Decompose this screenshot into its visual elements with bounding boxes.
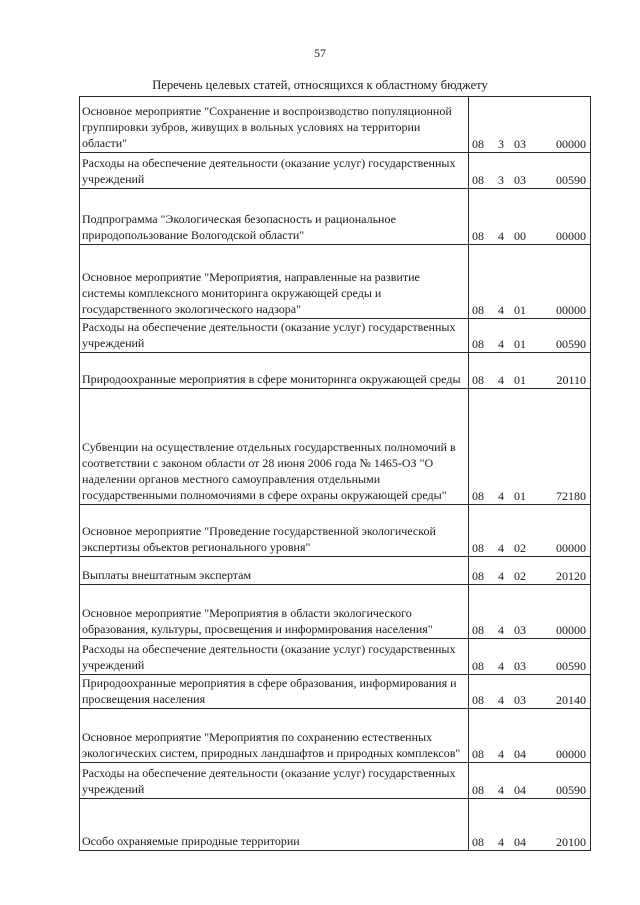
article-name-cell: Выплаты внештатным экспертам xyxy=(80,557,469,585)
article-code-group xyxy=(469,336,590,352)
article-name-cell: Подпрограмма "Экологическая безопасность и рациональное природопользование Вологодской области" xyxy=(80,189,469,245)
article-code-group xyxy=(469,372,590,388)
table-row xyxy=(80,799,591,851)
article-name-cell: Основное мероприятие "Сохранение и воспроизводство популяционной группировки зубров, живущих в вольных условиях на территории области" xyxy=(80,97,469,153)
article-code-group xyxy=(469,302,590,318)
subprogram-code: 4 xyxy=(498,569,504,583)
article-code-group xyxy=(469,568,590,584)
direction-code: 00590 xyxy=(556,337,586,351)
article-code-cell xyxy=(469,639,591,675)
document-title: Перечень целевых статей, относящихся к областному бюджету xyxy=(152,78,488,92)
article-code-cell xyxy=(469,557,591,585)
direction-code: 20100 xyxy=(556,835,586,849)
program-code: 08 xyxy=(472,659,484,673)
article-name-cell: Расходы на обеспечение деятельности (оказание услуг) государственных учреждений xyxy=(80,639,469,675)
direction-code: 20140 xyxy=(556,693,586,707)
article-code-group xyxy=(469,746,590,762)
program-code: 08 xyxy=(472,541,484,555)
article-code-cell xyxy=(469,245,591,319)
direction-code: 00000 xyxy=(556,623,586,637)
article-code-group xyxy=(469,622,590,638)
article-code-cell xyxy=(469,763,591,799)
article-name-cell: Расходы на обеспечение деятельности (оказание услуг) государственных учреждений xyxy=(80,763,469,799)
table-row xyxy=(80,763,591,799)
article-code-group xyxy=(469,488,590,504)
program-code: 08 xyxy=(472,229,484,243)
event-code: 03 xyxy=(514,137,526,151)
event-code: 01 xyxy=(514,303,526,317)
article-name-cell: Основное мероприятие "Мероприятия в области экологического образования, культуры, просвещения и информирования населения" xyxy=(80,585,469,639)
event-code: 03 xyxy=(514,659,526,673)
table-row xyxy=(80,585,591,639)
event-code: 01 xyxy=(514,373,526,387)
table-row xyxy=(80,245,591,319)
table-row xyxy=(80,389,591,505)
article-code-cell xyxy=(469,389,591,505)
article-name-cell: Основное мероприятие "Мероприятия, направленные на развитие системы комплексного мониторинга окружающей среды и государственного экологического надзора" xyxy=(80,245,469,319)
subprogram-code: 4 xyxy=(498,783,504,797)
program-code: 08 xyxy=(472,489,484,503)
article-code-cell xyxy=(469,505,591,557)
article-code-group xyxy=(469,782,590,798)
direction-code: 20120 xyxy=(556,569,586,583)
program-code: 08 xyxy=(472,835,484,849)
subprogram-code: 4 xyxy=(498,541,504,555)
direction-code: 00000 xyxy=(556,303,586,317)
event-code: 01 xyxy=(514,489,526,503)
program-code: 08 xyxy=(472,137,484,151)
subprogram-code: 4 xyxy=(498,693,504,707)
program-code: 08 xyxy=(472,747,484,761)
event-code: 03 xyxy=(514,173,526,187)
table-row xyxy=(80,675,591,709)
table-row xyxy=(80,153,591,189)
event-code: 03 xyxy=(514,693,526,707)
article-code-cell xyxy=(469,189,591,245)
subprogram-code: 4 xyxy=(498,303,504,317)
subprogram-code: 3 xyxy=(498,137,504,151)
table-row xyxy=(80,319,591,353)
event-code: 03 xyxy=(514,623,526,637)
subprogram-code: 4 xyxy=(498,747,504,761)
direction-code: 00000 xyxy=(556,229,586,243)
program-code: 08 xyxy=(472,693,484,707)
article-code-cell xyxy=(469,675,591,709)
subprogram-code: 4 xyxy=(498,337,504,351)
article-name-cell: Особо охраняемые природные территории xyxy=(80,799,469,851)
article-code-group xyxy=(469,136,590,152)
table-row xyxy=(80,557,591,585)
page-number: 57 xyxy=(314,46,326,60)
table-row xyxy=(80,353,591,389)
program-code: 08 xyxy=(472,569,484,583)
article-name-cell: Основное мероприятие "Мероприятия по сохранению естественных экологических систем, природных ландшафтов и природных комплексов" xyxy=(80,709,469,763)
article-name-cell: Природоохранные мероприятия в сфере образования, информирования и просвещения населения xyxy=(80,675,469,709)
direction-code: 00000 xyxy=(556,747,586,761)
program-code: 08 xyxy=(472,303,484,317)
direction-code: 00000 xyxy=(556,137,586,151)
target-articles-table xyxy=(79,96,591,851)
subprogram-code: 4 xyxy=(498,659,504,673)
article-code-group xyxy=(469,834,590,850)
table-row xyxy=(80,639,591,675)
table-row xyxy=(80,505,591,557)
table-body xyxy=(80,97,591,851)
table-row xyxy=(80,97,591,153)
event-code: 00 xyxy=(514,229,526,243)
article-code-cell xyxy=(469,799,591,851)
program-code: 08 xyxy=(472,173,484,187)
subprogram-code: 4 xyxy=(498,229,504,243)
direction-code: 00590 xyxy=(556,659,586,673)
table-row xyxy=(80,189,591,245)
article-code-group xyxy=(469,692,590,708)
article-name-cell: Субвенции на осуществление отдельных государственных полномочий в соответствии с законом области от 28 июня 2006 года № 1465-ОЗ "О наделении органов местного самоуправления отдельными государственными полномочиями в сфере охраны окружающей среды" xyxy=(80,389,469,505)
subprogram-code: 3 xyxy=(498,173,504,187)
article-code-cell xyxy=(469,585,591,639)
event-code: 01 xyxy=(514,337,526,351)
article-code-group xyxy=(469,172,590,188)
event-code: 04 xyxy=(514,783,526,797)
article-code-group xyxy=(469,658,590,674)
article-code-cell xyxy=(469,319,591,353)
subprogram-code: 4 xyxy=(498,373,504,387)
article-name-cell: Природоохранные мероприятия в сфере мониторинга окружающей среды xyxy=(80,353,469,389)
article-code-cell xyxy=(469,153,591,189)
article-code-group xyxy=(469,540,590,556)
article-name-cell: Основное мероприятие "Проведение государственной экологической экспертизы объектов регионального уровня" xyxy=(80,505,469,557)
program-code: 08 xyxy=(472,623,484,637)
table-row xyxy=(80,709,591,763)
direction-code: 00590 xyxy=(556,783,586,797)
subprogram-code: 4 xyxy=(498,835,504,849)
article-code-group xyxy=(469,228,590,244)
article-name-cell: Расходы на обеспечение деятельности (оказание услуг) государственных учреждений xyxy=(80,319,469,353)
direction-code: 00590 xyxy=(556,173,586,187)
article-name-cell: Расходы на обеспечение деятельности (оказание услуг) государственных учреждений xyxy=(80,153,469,189)
target-articles-table-wrapper xyxy=(79,96,591,851)
article-code-cell xyxy=(469,353,591,389)
event-code: 04 xyxy=(514,747,526,761)
program-code: 08 xyxy=(472,373,484,387)
event-code: 04 xyxy=(514,835,526,849)
subprogram-code: 4 xyxy=(498,623,504,637)
direction-code: 00000 xyxy=(556,541,586,555)
article-code-cell xyxy=(469,709,591,763)
program-code: 08 xyxy=(472,783,484,797)
program-code: 08 xyxy=(472,337,484,351)
event-code: 02 xyxy=(514,541,526,555)
subprogram-code: 4 xyxy=(498,489,504,503)
direction-code: 20110 xyxy=(556,373,586,387)
article-code-cell xyxy=(469,97,591,153)
event-code: 02 xyxy=(514,569,526,583)
direction-code: 72180 xyxy=(556,489,586,503)
